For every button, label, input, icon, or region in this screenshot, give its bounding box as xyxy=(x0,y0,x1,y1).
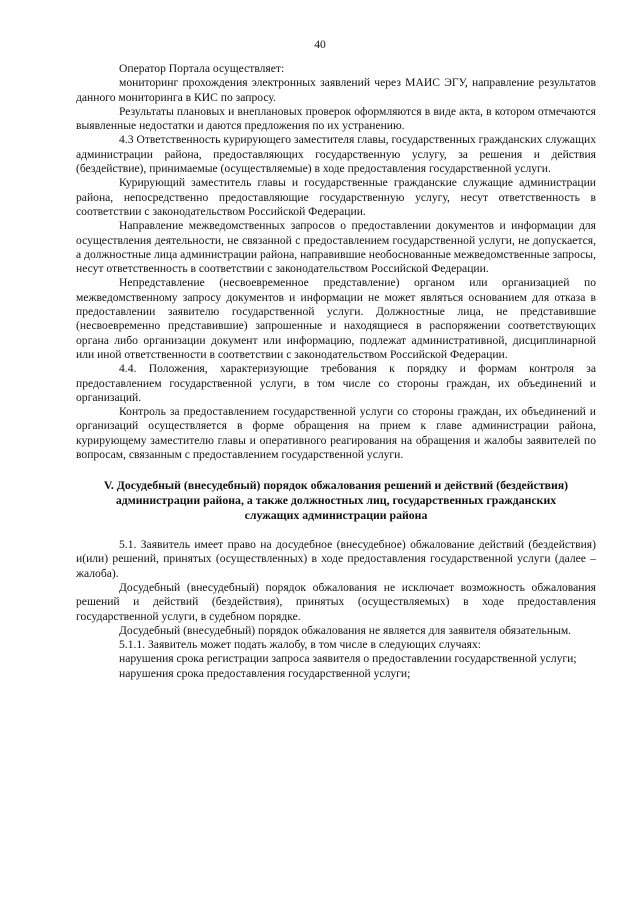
paragraph: Досудебный (внесудебный) порядок обжалования не является для заявителя обязательным. xyxy=(119,623,572,637)
paragraph: нарушения срока регистрации запроса заявителя о предоставлении государственной услуги; xyxy=(119,652,577,666)
paragraph: Оператор Портала осуществляет: xyxy=(119,62,285,75)
paragraph: нарушения срока предоставления государственной услуги; xyxy=(119,666,411,680)
section-heading-line: V. Досудебный (внесудебный) порядок обжалования решений и действий (бездействия) xyxy=(103,478,569,493)
paragraph: Курирующий заместитель главы и государственные гражданские служащие администрации района, непосредственно предоставляющие государственную услугу, несут ответственность в соответствии с законодательством Российской Федерации. xyxy=(76,176,596,218)
paragraph: 4.4. Положения, характеризующие требования к порядку и формам контроля за предоставлением государственной услуги, в том числе со стороны граждан, их объединений и организаций. xyxy=(76,362,596,404)
paragraph: Направление межведомственных запросов о предоставлении документов и информации для осуществления деятельности, не связанной с предоставлением государственной услуги, не допускается, а должностные лица администрации района, направившие необоснованные межведомственные запросы, несут ответственность в соответствии с законодательством Российской Федерации. xyxy=(76,219,596,276)
section-heading-line: служащих администрации района xyxy=(244,507,428,522)
paragraph: мониторинг прохождения электронных заявлений через МАИС ЭГУ, направление результатов данного мониторинга в КИС по запросу. xyxy=(76,76,596,104)
paragraph: 4.3 Ответственность курирующего заместителя главы, государственных гражданских служащих администрации района, предоставляющих государственную услугу, за решения и действия (бездействие), принимаемые (осуществляемые) в ходе предоставления государственной услуги. xyxy=(76,133,596,176)
paragraph: 5.1.1. Заявитель может подать жалобу, в том числе в следующих случаях: xyxy=(119,638,481,652)
paragraph: Контроль за предоставлением государственной услуги со стороны граждан, их объединений и организаций осуществляется в форме обращения на прием к главе администрации района, курирующему заместителю главы и оперативного реагирования на обращения и жалобы заявителей по вопросам, связанным с предоставлением государственной услуги. xyxy=(76,405,596,462)
paragraph: Непредставление (несвоевременное представление) органом или организацией по межведомственному запросу документов и информации не может являться основанием для отказа в предоставлении заявителю государственной услуги. Должностные лица, не представившие (несвоевременно представившие) запрошенные и находящиеся в распоряжении соответствующих органа либо организации документ или информацию, подлежат административной, дисциплинарной или иной ответственности в соответствии с законодательством Российской Федерации. xyxy=(76,276,596,361)
paragraph: Досудебный (внесудебный) порядок обжалования не исключает возможность обжалования решений и действий (бездействия), принятых (осуществляемых) в ходе предоставления государственной услуги, в судебном порядке. xyxy=(76,580,596,623)
section-heading xyxy=(76,478,596,522)
page-number: 40 xyxy=(314,38,326,51)
section-heading-line: администрации района, а также должностных лиц, государственных гражданских xyxy=(115,492,557,507)
paragraph: 5.1. Заявитель имеет право на досудебное (внесудебное) обжалование действий (бездействия) и(или) решений, принятых (осуществленных) в ходе предоставления государственной услуги (далее – жалоба). xyxy=(76,538,596,580)
page-body xyxy=(76,62,596,681)
paragraph: Результаты плановых и внеплановых проверок оформляются в виде акта, в котором отмечаются выявленные недостатки и даются предложения по их устранению. xyxy=(76,104,596,133)
